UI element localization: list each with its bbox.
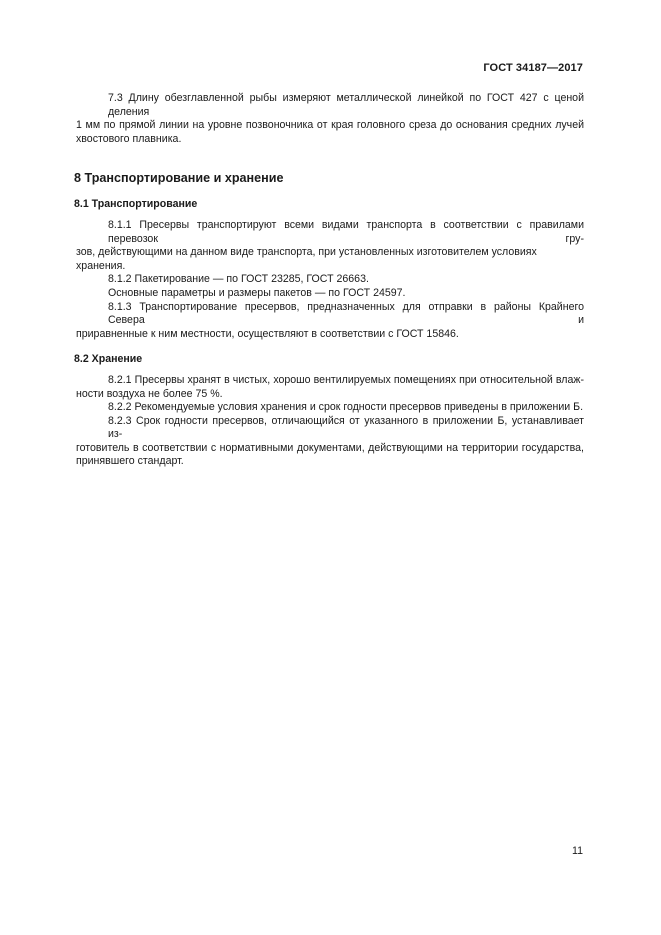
paragraph-8-2-2 [76, 401, 584, 415]
section-8-title: 8 Транспортирование и хранение [74, 171, 284, 186]
paragraph-7-3 [76, 92, 584, 146]
paragraph-line: принявшего стандарт. [76, 455, 184, 468]
page-content [76, 92, 584, 469]
paragraph-line: хвостового плавника. [76, 132, 182, 145]
paragraph-line: 1 мм по прямой линии на уровне позвоночника от края головного среза до основания средних лучей [76, 119, 584, 132]
paragraph-line: 8.2.1 Пресервы хранят в чистых, хорошо вентилируемых помещениях при относительной влаж- [108, 373, 584, 386]
paragraph-line: Основные параметры и размеры пакетов — по ГОСТ 24597. [108, 286, 406, 299]
paragraph-line: ности воздуха не более 75 %. [76, 387, 223, 400]
paragraph-8-1-3 [76, 301, 584, 342]
paragraph-line: 8.2.2 Рекомендуемые условия хранения и срок годности пресервов приведены в приложении Б. [108, 401, 584, 414]
paragraph-line: 8.2.3 Срок годности пресервов, отличающийся от указанного в приложении Б, устанавливает из- [108, 414, 584, 441]
paragraph-line: зов, действующими на данном виде транспорта, при установленных изготовителем условиях хранения. [76, 246, 537, 272]
paragraph-8-1-2 [76, 273, 584, 300]
page-number: 11 [572, 845, 583, 857]
paragraph-8-2-1 [76, 374, 584, 401]
paragraph-line: 8.1.1 Пресервы транспортируют всеми видами транспорта в соответствии с правилами перевозок гру- [108, 218, 584, 245]
paragraph-8-1-1 [76, 219, 584, 273]
paragraph-line: приравненные к ним местности, осуществляют в соответствии с ГОСТ 15846. [76, 327, 459, 340]
subsection-8-2-title: 8.2 Хранение [74, 353, 143, 366]
document-code-header: ГОСТ 34187—2017 [483, 62, 583, 74]
paragraph-line: 7.3 Длину обезглавленной рыбы измеряют металлической линейкой по ГОСТ 427 с ценой деления [108, 92, 584, 118]
paragraph-line: 8.1.2 Пакетирование — по ГОСТ 23285, ГОСТ 26663. [108, 273, 369, 286]
paragraph-8-2-3 [76, 415, 584, 469]
paragraph-line: готовитель в соответствии с нормативными документами, действующими на территории государства, [76, 441, 584, 454]
subsection-8-1-title: 8.1 Транспортирование [74, 198, 198, 211]
paragraph-line: 8.1.3 Транспортирование пресервов, предназначенных для отправки в районы Крайнего Севера и [108, 300, 584, 327]
